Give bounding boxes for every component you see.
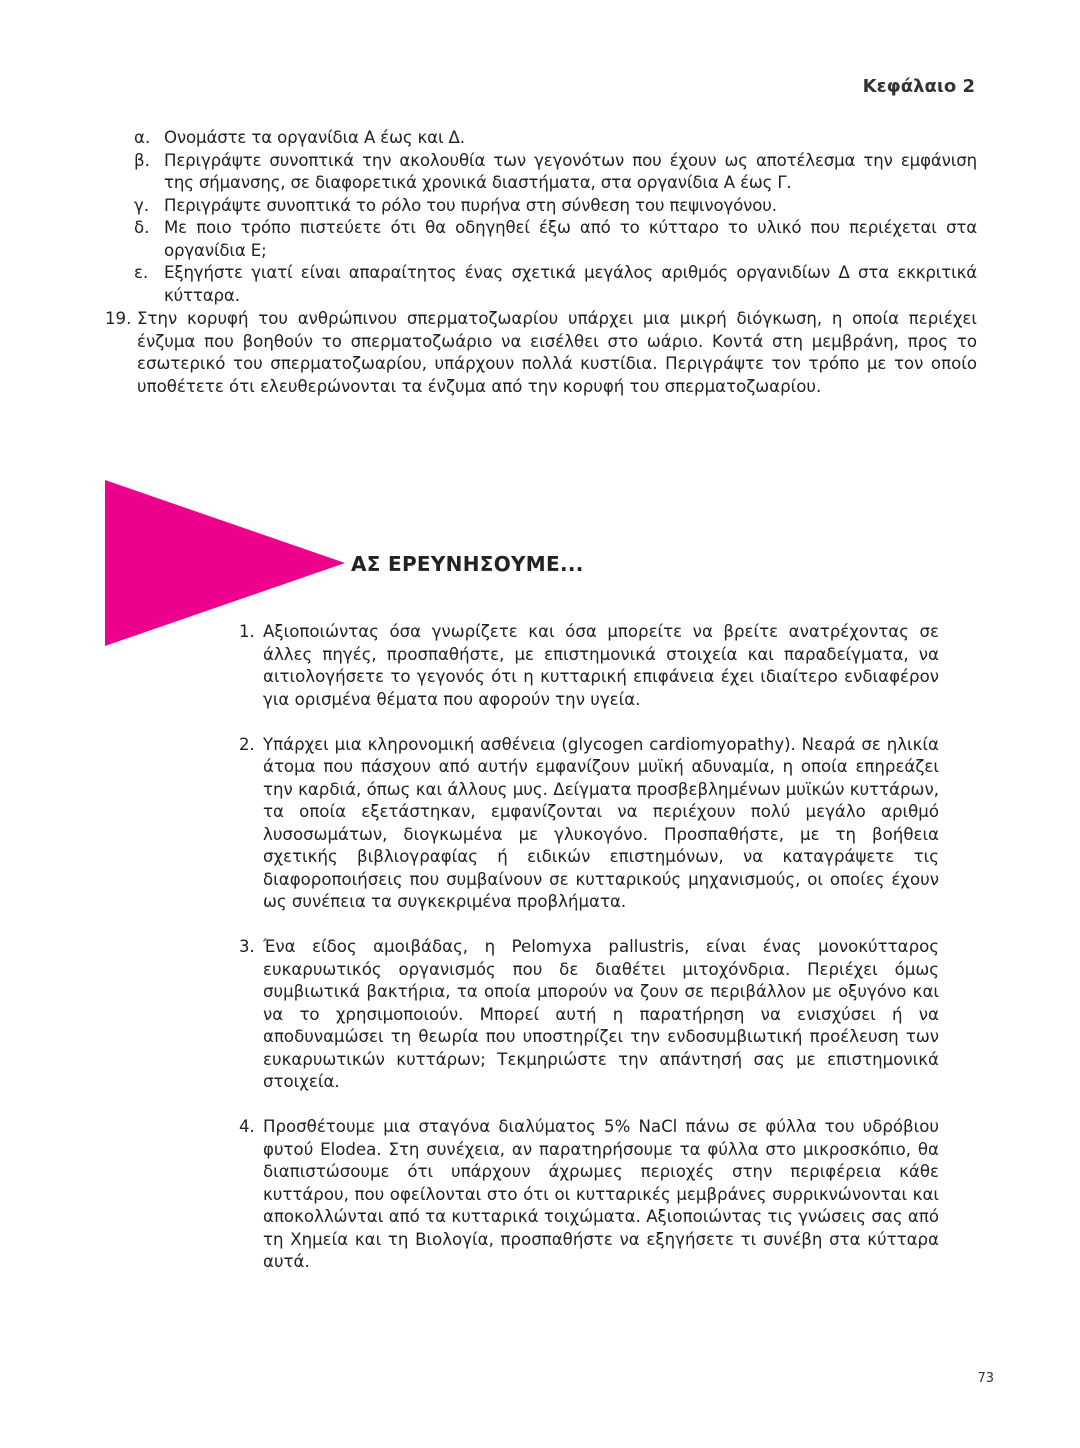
research-item-text: Υπάρχει μια κληρονομική ασθένεια (glycogen cardiomyopathy). Νεαρά σε ηλικία άτομα που πάσχουν από αυτήν εμφανίζουν μυϊκή αδυναμία, η οποία επηρεάζει την καρδιά, όπως και άλλους μυς. Δείγματα προσβεβλημένων μυϊκών κυττάρων, τα οποία εξετάστηκαν, εμφανίζονται να περιέχουν πολύ μεγάλο αριθμό λυσοσωμάτων, διογκωμένα με γλυκογόνο. Προσπαθήστε, με τη βοήθεια σχετικής βιβλιογραφίας ή ειδικών επιστημόνων, να καταγράψετε τις διαφοροποιήσεις που συμβαίνουν σε κυτταρικούς μηχανισμούς, οι οποίες έχουν ως συνέπεια τα συγκεκριμένα προβλήματα. xyxy=(263,734,939,911)
chapter-header: Κεφάλαιο 2 xyxy=(862,76,975,97)
research-item-1 xyxy=(239,621,939,711)
research-item-4 xyxy=(239,1116,939,1274)
sub-question-d xyxy=(105,217,977,262)
sub-question-list xyxy=(105,127,977,307)
research-item-text: Προσθέτουμε μια σταγόνα διαλύματος 5% NaCl πάνω σε φύλλα του υδρόβιου φυτού Elodea. Στη συνέχεια, αν παρατηρήσουμε τα φύλλα στο μικροσκόπιο, θα διαπιστώσουμε ότι υπάρχουν άχρωμες περιοχές στην περιφέρεια κάθε κυττάρου, που οφείλονται στο ότι οι κυτταρικές μεμβράνες συρρικνώνονται και αποκολλώνται από τα κυτταρικά τοιχώματα. Αξιοποιώντας τις γνώσεις σας από τη Χημεία και τη Βιολογία, προσπαθήστε να εξηγήσετε τι συνέβη στα κύτταρα αυτά. xyxy=(263,1117,939,1271)
section-title: ΑΣ ΕΡΕΥΝΗΣΟΥΜΕ... xyxy=(351,552,584,576)
sub-question-text: Με ποιο τρόπο πιστεύετε ότι θα οδηγηθεί έξω από το κύτταρο το υλικό που περιέχεται στα οργανίδια Ε; xyxy=(164,218,977,260)
sub-question-c xyxy=(105,195,977,218)
research-item-number: 4. xyxy=(239,1117,255,1136)
research-item-number: 1. xyxy=(239,622,255,641)
sub-question-text: Περιγράψτε συνοπτικά το ρόλο του πυρήνα στη σύνθεση του πεψινογόνου. xyxy=(164,195,777,215)
sub-question-letter: β. xyxy=(134,150,150,170)
sub-question-a xyxy=(105,127,977,150)
sub-question-letter: δ. xyxy=(134,218,150,237)
question-19 xyxy=(105,308,977,398)
sub-question-text: Ονομάστε τα οργανίδια Α έως και Δ. xyxy=(164,128,465,147)
research-item-text: Ένα είδος αμοιβάδας, η Pelomyxa pallustris, είναι ένας μονοκύτταρος ευκαρυωτικός οργανισμός που δε διαθέτει μιτοχόνδρια. Περιέχει όμως συμβιωτικά βακτήρια, τα οποία μπορούν να ζουν σε περιβάλλον με οξυγόνο και να το χρησιμοποιούν. Μπορεί αυτή η παρατήρηση να ενισχύσει ή να αποδυναμώσει τη θεωρία που υποστηρίζει την ενδοσυμβιωτική προέλευση των ευκαρυωτικών κυττάρων; Τεκμηριώστε την απάντησή σας με επιστημονικά στοιχεία. xyxy=(263,937,939,1091)
research-item-number: 2. xyxy=(239,734,255,754)
research-item-number: 3. xyxy=(239,937,255,956)
page-number: 73 xyxy=(977,1371,994,1386)
research-item-3 xyxy=(239,936,939,1094)
sub-question-b xyxy=(105,150,977,195)
sub-question-text: Περιγράψτε συνοπτικά την ακολουθία των γεγονότων που έχουν ως αποτέλεσμα την εμφάνιση της σήμανσης, σε διαφορετικά χρονικά διαστήματα, στα οργανίδια Α έως Γ. xyxy=(164,150,977,192)
research-item-text: Αξιοποιώντας όσα γνωρίζετε και όσα μπορείτε να βρείτε ανατρέχοντας σε άλλες πηγές, προσπαθήστε, με επιστημονικά στοιχεία και παραδείγματα, να αιτιολογήσετε το γεγονός ότι η κυτταρική επιφάνεια έχει ιδιαίτερο ενδιαφέρον για ορισμένα θέματα που αφορούν την υγεία. xyxy=(263,622,939,709)
sub-question-letter: γ. xyxy=(134,195,150,215)
sub-question-letter: α. xyxy=(134,128,151,147)
research-list xyxy=(239,621,939,1296)
question-text: Στην κορυφή του ανθρώπινου σπερματοζωαρίου υπάρχει μια μικρή διόγκωση, η οποία περιέχει ένζυμα που βοηθούν το σπερματοζωάριο να εισέλθει στο ωάριο. Κοντά στη μεμβράνη, προς το εσωτερικό του σπερματοζωαρίου, υπάρχουν πολλά κυστίδια. Περιγράψτε τον τρόπο με τον οποίο υποθέτετε ότι ελευθερώνονται τα ένζυμα από την κορυφή του σπερματοζωαρίου. xyxy=(137,309,977,396)
question-number: 19. xyxy=(105,309,132,328)
research-item-2 xyxy=(239,734,939,914)
sub-question-letter: ε. xyxy=(134,263,149,282)
sub-question-text: Εξηγήστε γιατί είναι απαραίτητος ένας σχετικά μεγάλος αριθμός οργανιδίων Δ στα εκκριτικά κύτταρα. xyxy=(164,263,977,305)
sub-question-e xyxy=(105,262,977,307)
